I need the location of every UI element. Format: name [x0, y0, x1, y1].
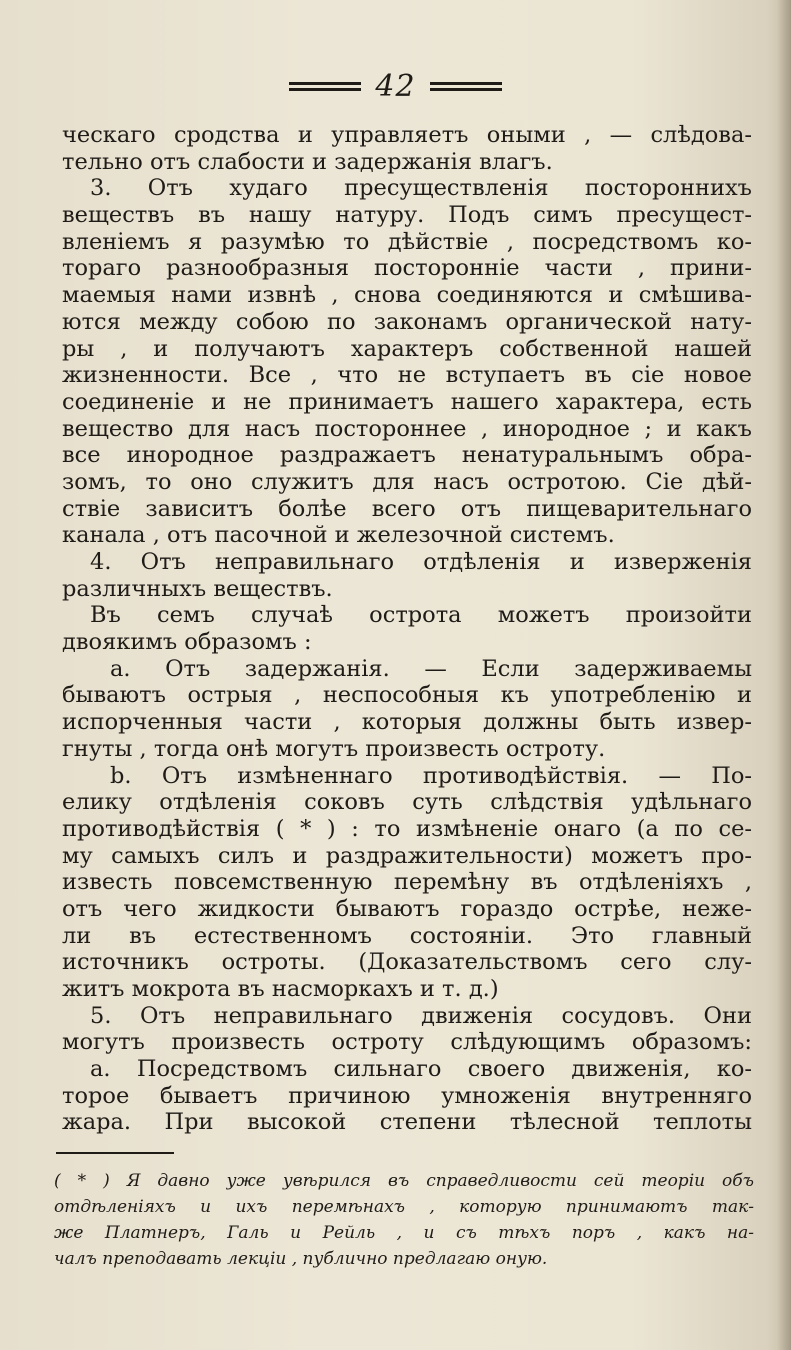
text-line: жара. При высокой степени тѣлесной теплоты — [62, 1109, 752, 1136]
text-line: Въ семъ случаѣ острота можетъ произойти — [90, 602, 752, 629]
text-line: могутъ произвесть остроту слѣдующимъ образомъ: — [62, 1029, 752, 1056]
footnote-line: чалъ преподавать лекціи , публично предлагаю оную. — [54, 1249, 548, 1269]
footnote-line: ( * ) Я давно уже увѣрился въ справедливости сей теоріи объ — [54, 1171, 754, 1191]
text-line: 5. Отъ неправильнаго движенія сосудовъ. Они — [90, 1002, 752, 1029]
text-line: противодѣйствія ( * ) : то измѣненіе онаго (а по се- — [62, 815, 752, 842]
text-line: житъ мокрота въ насморкахъ и т. д.) — [62, 976, 499, 1002]
header-rule-left — [289, 82, 361, 91]
header-rule-right — [430, 82, 502, 91]
text-line: ры , и получаютъ характеръ собственной нашей — [62, 335, 752, 362]
text-line: ствіе зависитъ болѣе всего отъ пищеварительнаго — [62, 495, 752, 522]
text-line: соединеніе и не принимаетъ нашего характера, есть — [62, 388, 752, 415]
footnote-line: отдѣленіяхъ и ихъ перемѣнахъ , которую принимаютъ так- — [54, 1197, 754, 1217]
body-text — [62, 122, 752, 1136]
text-line: веществъ въ нашу натуру. Подъ симъ пресущест- — [62, 202, 752, 229]
text-line: все инородное раздражаетъ ненатуральнымъ обра- — [62, 442, 752, 469]
text-line: торое бываетъ причиною умноженія внутренняго — [62, 1082, 752, 1109]
text-line: канала , отъ пасочной и железочной системъ. — [62, 522, 615, 549]
page-header — [0, 66, 791, 106]
text-line: вещество для насъ постороннее , инородное ; и какъ — [62, 415, 752, 442]
page-number: 42 — [375, 68, 416, 104]
text-line: b. Отъ измѣненнаго противодѣйствія. — По- — [110, 762, 752, 789]
text-line: отъ чего жидкости бываютъ гораздо острѣе, нeже- — [62, 895, 752, 922]
page-spine-shadow — [777, 0, 791, 1350]
text-line: двоякимъ образомъ : — [62, 629, 312, 656]
text-line: испорченныя части , которыя должны быть извер- — [62, 709, 752, 736]
text-line: ческаго сродства и управляетъ оными , — слѣдова- — [62, 122, 752, 148]
text-line: различныхъ веществъ. — [62, 575, 333, 602]
footnote — [54, 1168, 754, 1272]
text-line: му самыхъ силъ и раздражительности) можетъ про- — [62, 842, 752, 869]
text-line: вленіемъ я разумѣю то дѣйствіе , посредствомъ ко- — [62, 228, 752, 255]
text-line: тельно отъ слабости и задержанія влагъ. — [62, 148, 553, 175]
footnote-line: же Платнеръ, Галь и Рейль , и съ тѣхъ поръ , какъ на- — [54, 1223, 754, 1243]
text-line: 4. Отъ неправильнаго отдѣленія и изверженія — [90, 549, 752, 575]
text-line: ли въ естественномъ состояніи. Это главный — [62, 922, 752, 949]
text-line: a. Отъ задержанія. — Если задерживаемы — [110, 655, 752, 682]
text-line: маемыя нами извнѣ , снова соединяются и смѣшива- — [62, 282, 752, 309]
text-line: известь повсемственную перемѣну въ отдѣленіяхъ , — [62, 869, 752, 896]
text-line: a. Посредствомъ сильнаго своего движенія, ко- — [90, 1056, 752, 1083]
text-line: зомъ, то оно служитъ для насъ остротою. Сіе дѣй- — [62, 468, 752, 495]
text-line: гнуты , тогда онѣ могутъ произвесть остроту. — [62, 735, 606, 762]
text-line: 3. Отъ худаго пресуществленія постороннихъ — [90, 175, 752, 202]
text-line: тораго разнообразныя посторонніе части , прини- — [62, 255, 752, 282]
footnote-rule — [56, 1152, 174, 1154]
text-line: бываютъ острыя , неспособныя къ употребленію и — [62, 682, 752, 709]
text-line: елику отдѣленія соковъ суть слѣдствія удѣльнаго — [62, 789, 752, 816]
text-line: источникъ остроты. (Доказательствомъ сего слу- — [62, 949, 752, 976]
text-line: жизненности. Все , что не вступаетъ въ сіе новое — [62, 362, 752, 389]
text-line: ются между собою по законамъ органической нату- — [62, 308, 752, 335]
